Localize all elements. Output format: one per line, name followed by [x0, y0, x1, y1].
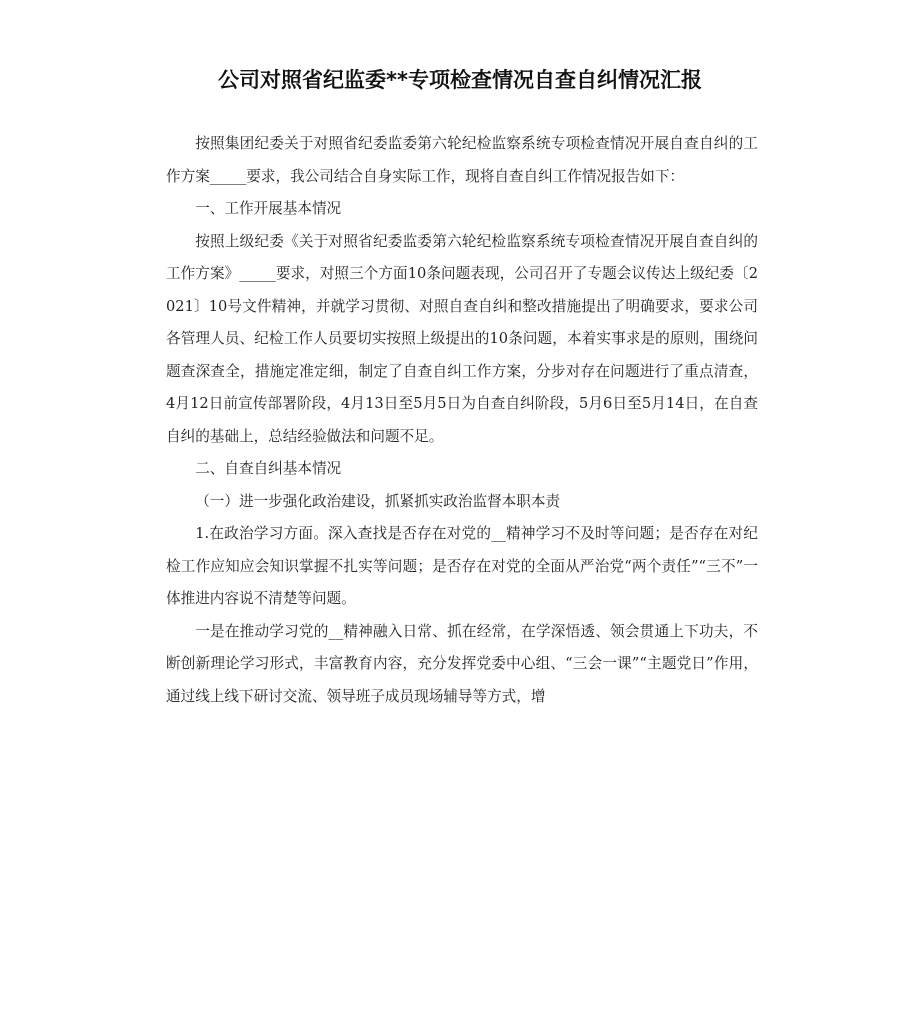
section-heading-2: 二、自查自纠基本情况 [195, 460, 342, 477]
subsection-heading-1: （一）进一步强化政治建设，抓紧抓实政治监督本职本责 [195, 492, 561, 510]
section-heading-1: 一、工作开展基本情况 [195, 200, 342, 217]
section-1-paragraph: 按照上级纪委《关于对照省纪委监委第六轮纪检监察系统专项检查情况开展自查自纠的工作方案》_____要求，对照三个方面10条问题表现，公司召开了专题会议传达上级纪委〔2021〕10号文件精神，并就学习贯彻、对照自查自纠和整改措施提出了明确要求，要求公司各管理人员、纪检工作人员要切实按照上级提出的10条问题，本着实事求是的原则，围绕问题查深查全，措施定准定细，制定了自查自纠工作方案，分步对存在问题进行了重点清查，4月12日前宣传部署阶段，4月13日至5月5日为自查自纠阶段，5月6日至5月14日，在自查自纠的基础上，总结经验做法和问题不足。 [166, 232, 758, 445]
document-body [166, 128, 758, 713]
item-1-paragraph: 1.在政治学习方面。深入查找是否存在对党的__精神学习不及时等问题；是否存在对纪检工作应知应会知识掌握不扎实等问题；是否存在对党的全面从严治党“两个责任”“三不”一体推进内容说不清楚等问题。 [166, 525, 758, 607]
document-title: 公司对照省纪监委**专项检查情况自查自纠情况汇报 [218, 68, 702, 92]
item-1-detail-paragraph: 一是在推动学习党的__精神融入日常、抓在经常，在学深悟透、领会贯通上下功夫，不断创新理论学习形式，丰富教育内容，充分发挥党委中心组、“三会一课”“主题党日”作用，通过线上线下研讨交流、领导班子成员现场辅导等方式，增 [166, 622, 758, 705]
intro-paragraph: 按照集团纪委关于对照省纪委监委第六轮纪检监察系统专项检查情况开展自查自纠的工作方案_____要求，我公司结合自身实际工作，现将自查自纠工作情况报告如下： [166, 135, 758, 185]
